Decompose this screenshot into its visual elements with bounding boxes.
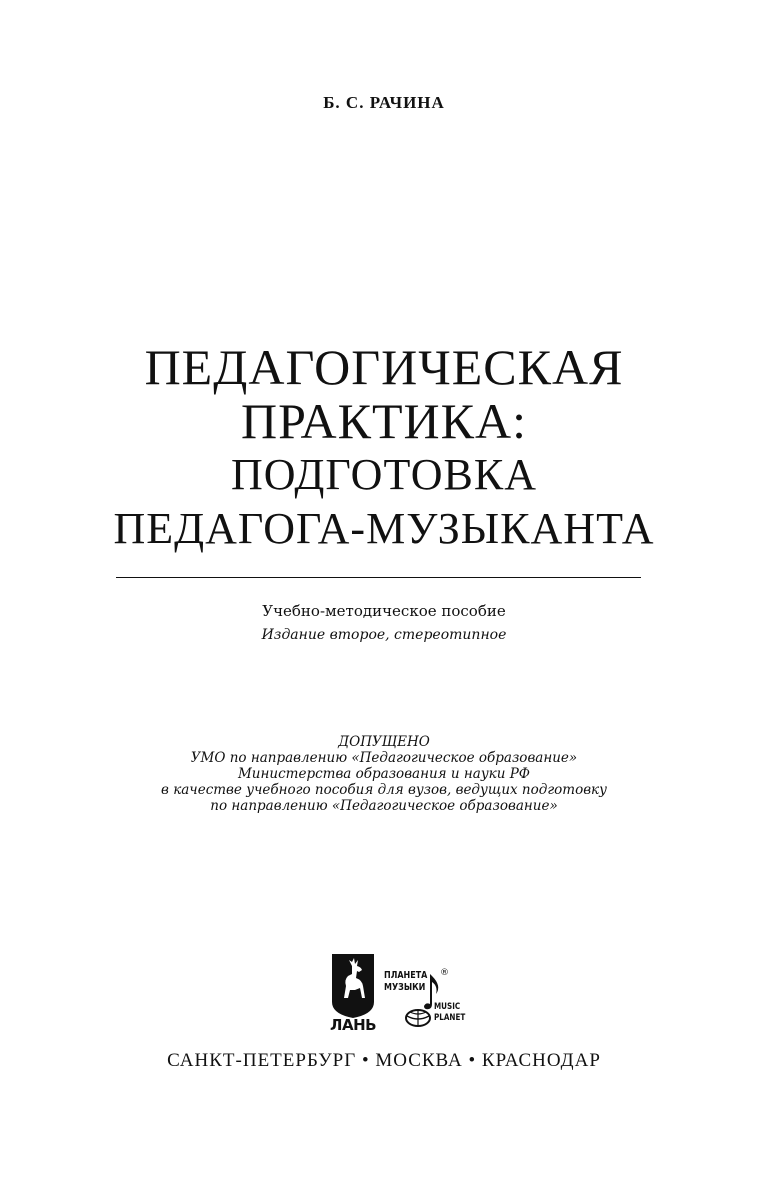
approval-line-4: в качестве учебного пособия для вузов, ведущих подготовку <box>161 782 607 798</box>
music-planet-line-1: MUSIC <box>434 1002 461 1012</box>
approval-line-5: по направлению «Педагогическое образование» <box>210 798 558 814</box>
publisher-cities: САНКТ-ПЕТЕРБУРГ • МОСКВА • КРАСНОДАР <box>167 1050 601 1071</box>
planet-name-line-2: МУЗЫКИ <box>384 982 426 993</box>
title-line-2: ПРАКТИКА: <box>241 393 527 449</box>
approval-line-3: Министерства образования и науки РФ <box>237 766 531 782</box>
approval-statement <box>0 734 768 814</box>
title-line-1: ПЕДАГОГИЧЕСКАЯ <box>144 339 624 395</box>
publisher-logos <box>330 952 480 1042</box>
edition-note: Издание второе, стереотипное <box>261 627 507 643</box>
book-subtitle: Учебно-методическое пособие <box>262 602 506 620</box>
book-title <box>0 340 768 556</box>
registered-mark: ® <box>440 968 449 978</box>
lan-logo-text: ЛАНЬ <box>330 1016 377 1034</box>
title-divider <box>116 577 641 578</box>
title-line-4: ПЕДАГОГА-МУЗЫКАНТА <box>113 504 655 553</box>
music-planet-line-2: PLANET <box>434 1013 466 1023</box>
approval-line-2: УМО по направлению «Педагогическое образование» <box>190 750 578 766</box>
approval-line-1: ДОПУЩЕНО <box>338 734 430 750</box>
author-name: Б. С. РАЧИНА <box>323 93 445 112</box>
title-line-3: ПОДГОТОВКА <box>230 450 538 499</box>
music-planet-text <box>434 1002 465 1024</box>
planet-name-line-1: ПЛАНЕТА <box>384 970 428 981</box>
